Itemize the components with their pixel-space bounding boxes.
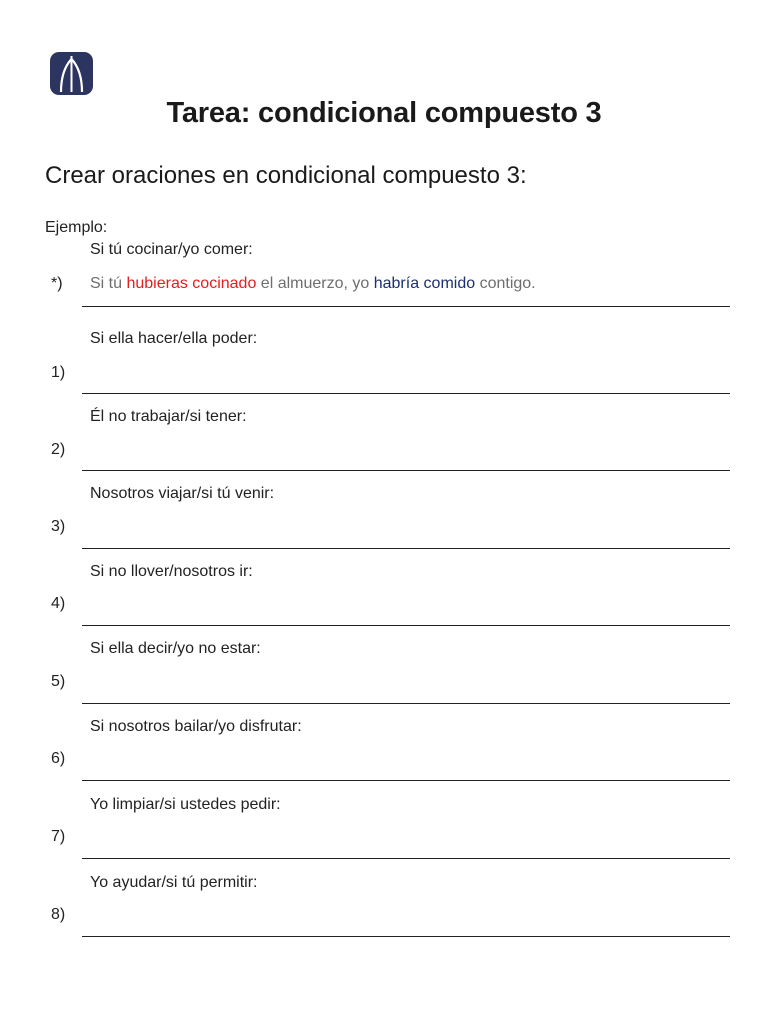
- answer-line[interactable]: [82, 703, 730, 704]
- answer-line[interactable]: [82, 936, 730, 937]
- answer-highlight-blue: habría comido: [373, 275, 476, 292]
- example-prompt: Si tú cocinar/yo comer:: [90, 241, 253, 258]
- answer-text: contigo.: [475, 275, 536, 292]
- exercise-number: 8): [51, 906, 66, 923]
- example-answer-line: [82, 306, 730, 307]
- answer-line[interactable]: [82, 470, 730, 471]
- logo: [50, 52, 93, 95]
- answer-text: Si tú: [90, 275, 127, 292]
- answer-line[interactable]: [82, 780, 730, 781]
- exercise-number: 6): [51, 750, 66, 767]
- exercise-prompt: Si ella decir/yo no estar:: [90, 640, 261, 657]
- answer-line[interactable]: [82, 858, 730, 859]
- answer-line[interactable]: [82, 393, 730, 394]
- exercise-prompt: Yo limpiar/si ustedes pedir:: [90, 796, 281, 813]
- exercise-prompt: Yo ayudar/si tú permitir:: [90, 874, 258, 891]
- exercise-prompt: Si no llover/nosotros ir:: [90, 563, 253, 580]
- page-title: Tarea: condicional compuesto 3: [166, 97, 602, 129]
- answer-text: el almuerzo, yo: [256, 275, 374, 292]
- exercise-number: 4): [51, 595, 66, 612]
- exercise-prompt: Si ella hacer/ella poder:: [90, 330, 258, 347]
- example-marker: *): [51, 275, 63, 292]
- exercise-number: 1): [51, 364, 66, 381]
- exercise-prompt: Si nosotros bailar/yo disfrutar:: [90, 718, 302, 735]
- exercise-number: 7): [51, 828, 66, 845]
- example-answer: [90, 275, 536, 293]
- answer-line[interactable]: [82, 625, 730, 626]
- exercise-number: 5): [51, 673, 66, 690]
- instructions-heading: Crear oraciones en condicional compuesto 3:: [45, 162, 527, 189]
- example-label: Ejemplo:: [45, 219, 108, 236]
- tower-logo-icon: [50, 52, 93, 95]
- exercise-number: 2): [51, 441, 66, 458]
- exercise-prompt: Él no trabajar/si tener:: [90, 408, 247, 425]
- answer-highlight-red: hubieras cocinado: [126, 275, 257, 292]
- answer-line[interactable]: [82, 548, 730, 549]
- exercise-number: 3): [51, 518, 66, 535]
- exercise-prompt: Nosotros viajar/si tú venir:: [90, 485, 275, 502]
